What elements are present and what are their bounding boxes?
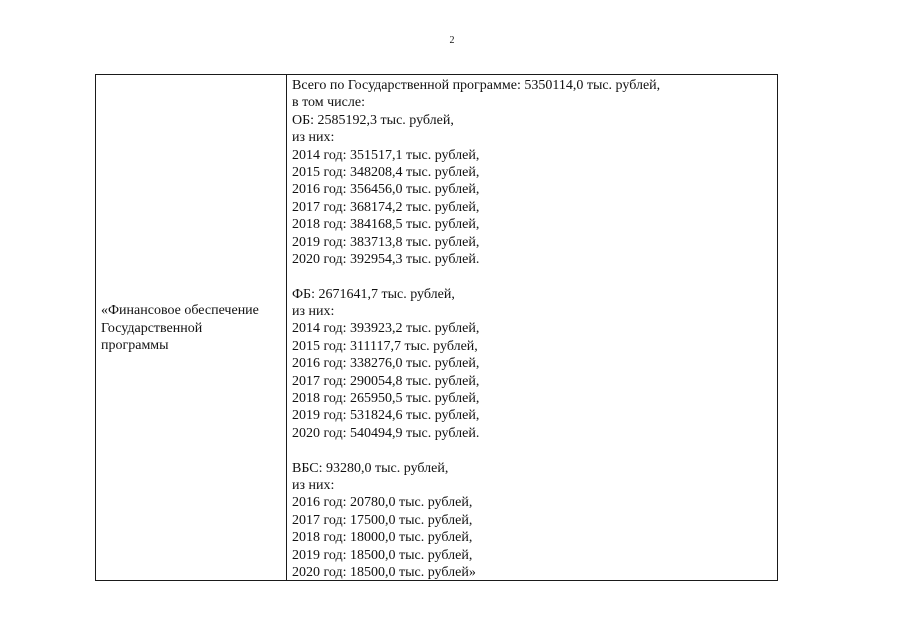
total-line: Всего по Государственной программе: 5350114,0 тыс. рублей,	[292, 78, 661, 93]
ob-year-line: 2016 год: 356456,0 тыс. рублей,	[292, 182, 480, 198]
fb-year-line: 2020 год: 540494,9 тыс. рублей.	[292, 425, 480, 441]
fb-year-line: 2015 год: 311117,7 тыс. рублей,	[292, 338, 478, 354]
row-label-line: Государственной	[101, 320, 203, 336]
vbs-total-line: ВБС: 93280,0 тыс. рублей,	[292, 460, 449, 476]
ob-year-line: 2014 год: 351517,1 тыс. рублей,	[292, 147, 480, 163]
fb-year-line: 2018 год: 265950,5 тыс. рублей,	[292, 391, 480, 407]
vbs-year-line: 2018 год: 18000,0 тыс. рублей,	[292, 530, 473, 546]
ob-year-line: 2015 год: 348208,4 тыс. рублей,	[292, 164, 480, 180]
spacer-line	[292, 442, 772, 459]
spacer-line	[292, 268, 772, 285]
vbs-year-line: 2016 год: 20780,0 тыс. рублей,	[292, 495, 473, 511]
row-label-line: «Финансовое обеспечение	[101, 303, 259, 318]
fb-total-line: ФБ: 2671641,7 тыс. рублей,	[292, 286, 455, 302]
fb-of-them-line: из них:	[292, 304, 335, 320]
vbs-year-line: 2020 год: 18500,0 тыс. рублей»	[292, 564, 476, 580]
ob-year-line: 2017 год: 368174,2 тыс. рублей,	[292, 199, 480, 215]
fb-year-line: 2017 год: 290054,8 тыс. рублей,	[292, 373, 480, 389]
funding-details-cell	[292, 77, 772, 581]
including-line: в том числе:	[292, 95, 365, 111]
vbs-of-them-line: из них:	[292, 477, 335, 493]
ob-year-line: 2020 год: 392954,3 тыс. рублей.	[292, 251, 480, 267]
financing-table	[95, 74, 778, 581]
ob-year-line: 2018 год: 384168,5 тыс. рублей,	[292, 217, 480, 233]
ob-year-line: 2019 год: 383713,8 тыс. рублей,	[292, 234, 480, 250]
row-label-line: программы	[101, 338, 169, 353]
vbs-year-line: 2017 год: 17500,0 тыс. рублей,	[292, 512, 473, 528]
ob-total-line: ОБ: 2585192,3 тыс. рублей,	[292, 112, 454, 128]
fb-year-line: 2016 год: 338276,0 тыс. рублей,	[292, 356, 480, 372]
ob-of-them-line: из них:	[292, 130, 335, 146]
column-divider	[286, 75, 287, 580]
fb-year-line: 2014 год: 393923,2 тыс. рублей,	[292, 321, 480, 337]
vbs-year-line: 2019 год: 18500,0 тыс. рублей,	[292, 547, 473, 563]
row-label-cell	[101, 302, 281, 355]
fb-year-line: 2019 год: 531824,6 тыс. рублей,	[292, 408, 480, 424]
page-number: 2	[449, 35, 455, 46]
